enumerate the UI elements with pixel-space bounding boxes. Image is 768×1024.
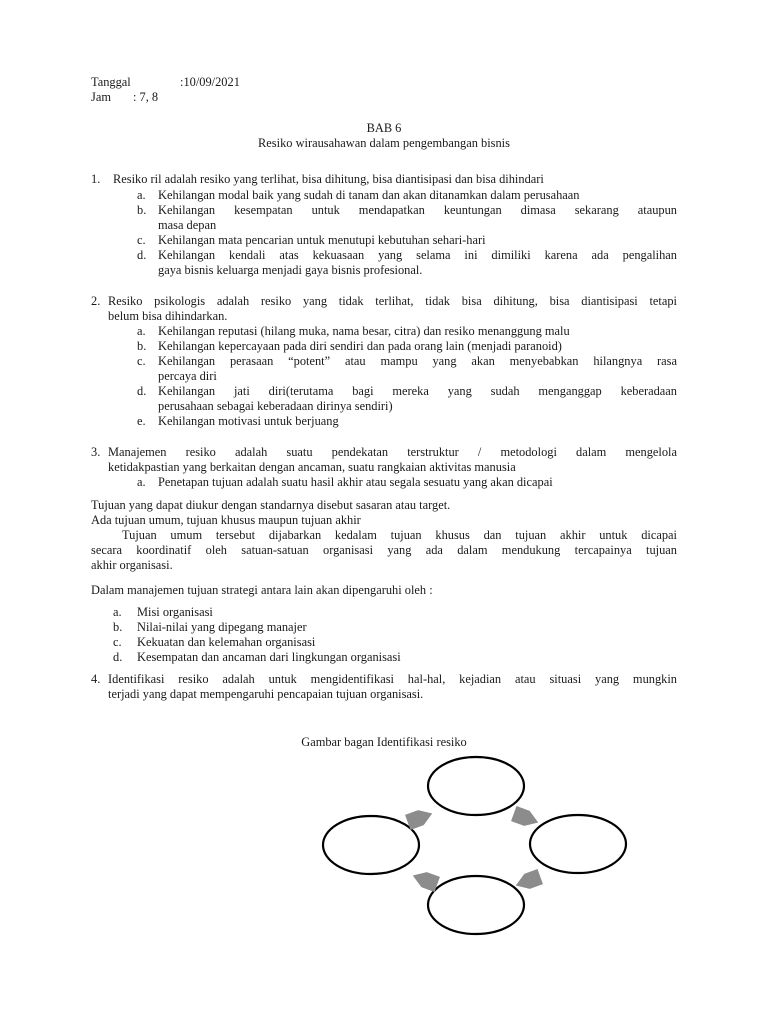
section4-number: 4.: [91, 672, 101, 686]
section2-item-a: Kehilangan reputasi (hilang muka, nama besar, citra) dan resiko menanggung malu: [158, 324, 570, 338]
section4-text: Identifikasi resiko adalah untuk mengidentifikasi hal-hal, kejadian atau situasi yang mungkin: [108, 672, 677, 686]
strategy-marker-b: b.: [113, 620, 123, 634]
chapter-title: BAB 6: [366, 121, 402, 135]
diagram-caption: Gambar bagan Identifikasi resiko: [301, 735, 467, 749]
section2-marker-a: a.: [137, 324, 146, 338]
section3-intro: Manajemen resiko adalah suatu pendekatan terstruktur / metodologi dalam mengelola: [108, 445, 677, 459]
section3-intro-cont: ketidakpastian yang berkaitan dengan ancaman, suatu rangkaian aktivitas manusia: [108, 460, 516, 474]
diagram-node-left: [323, 816, 419, 874]
section2-item-c-cont: percaya diri: [158, 369, 217, 383]
diagram-node-top: [428, 757, 524, 815]
paragraph-general-goals-cont: secara koordinatif oleh satuan-satuan organisasi yang ada dalam mendukung tercapainya tujuan: [91, 543, 677, 557]
arrow-bottom-to-left-icon: [410, 868, 440, 892]
section1-item-d-cont: gaya bisnis keluarga menjadi gaya bisnis profesional.: [158, 263, 423, 277]
section2-marker-c: c.: [137, 354, 146, 368]
paragraph-target: Tujuan yang dapat diukur dengan standarnya disebut sasaran atau target.: [91, 498, 451, 512]
section1-number: 1.: [91, 172, 101, 186]
section1-marker-a: a.: [137, 188, 146, 202]
arrow-left-to-top-icon: [405, 806, 435, 830]
paragraph-general-goals: Tujuan umum tersebut dijabarkan kedalam tujuan khusus dan tujuan akhir untuk dicapai: [122, 528, 677, 542]
strategy-marker-a: a.: [113, 605, 122, 619]
arrow-top-to-right-icon: [511, 806, 541, 830]
section1-item-b-cont: masa depan: [158, 218, 217, 232]
section3-marker-a: a.: [137, 475, 146, 489]
section1-item-d: Kehilangan kendali atas kekuasaan yang selama ini dimiliki karena ada pengalihan: [158, 248, 677, 262]
section2-number: 2.: [91, 294, 101, 308]
paragraph-goals: Ada tujuan umum, tujuan khusus maupun tujuan akhir: [91, 513, 361, 527]
strategy-marker-c: c.: [113, 635, 122, 649]
section2-intro-cont: belum bisa dihindarkan.: [108, 309, 228, 323]
diagram-node-right: [530, 815, 626, 873]
section2-marker-d: d.: [137, 384, 147, 398]
section2-item-d-cont: perusahaan sebagai keberadaan dirinya sendiri): [158, 399, 393, 413]
strategy-marker-d: d.: [113, 650, 123, 664]
section4-text-cont: terjadi yang dapat mempengaruhi pencapaian tujuan organisasi.: [108, 687, 424, 701]
strategy-item-b: Nilai-nilai yang dipegang manajer: [137, 620, 307, 634]
strategy-item-c: Kekuatan dan kelemahan organisasi: [137, 635, 316, 649]
date-value: :10/09/2021: [180, 75, 240, 89]
paragraph-strategy-intro: Dalam manajemen tujuan strategi antara lain akan dipengaruhi oleh :: [91, 583, 433, 597]
section1-item-b: Kehilangan kesempatan untuk mendapatkan keuntungan dimasa sekarang ataupun: [158, 203, 677, 217]
chapter-subtitle: Resiko wirausahawan dalam pengembangan bisnis: [258, 136, 510, 150]
section1-marker-d: d.: [137, 248, 147, 262]
section2-item-c: Kehilangan perasaan “potent” atau mampu yang akan menyebabkan hilangnya rasa: [158, 354, 677, 368]
date-label: Tanggal: [91, 75, 131, 89]
hour-value: : 7, 8: [133, 90, 159, 104]
section2-marker-b: b.: [137, 339, 147, 353]
section2-marker-e: e.: [137, 414, 146, 428]
paragraph-general-goals-end: akhir organisasi.: [91, 558, 173, 572]
section2-item-b: Kehilangan kepercayaan pada diri sendiri dan pada orang lain (menjadi paranoid): [158, 339, 562, 353]
section1-item-a: Kehilangan modal baik yang sudah di tanam dan akan ditanamkan dalam perusahaan: [158, 188, 580, 202]
section3-number: 3.: [91, 445, 101, 459]
section1-intro: Resiko ril adalah resiko yang terlihat, bisa dihitung, bisa diantisipasi dan bisa dihindari: [113, 172, 544, 186]
strategy-item-d: Kesempatan dan ancaman dari lingkungan organisasi: [137, 650, 401, 664]
section2-item-e: Kehilangan motivasi untuk berjuang: [158, 414, 339, 428]
strategy-item-a: Misi organisasi: [137, 605, 213, 619]
section1-marker-c: c.: [137, 233, 146, 247]
section2-item-d: Kehilangan jati diri(terutama bagi mereka yang sudah menganggap keberadaan: [158, 384, 677, 398]
section3-item-a: Penetapan tujuan adalah suatu hasil akhir atau segala sesuatu yang akan dicapai: [158, 475, 553, 489]
hour-label: Jam: [91, 90, 111, 104]
section1-marker-b: b.: [137, 203, 147, 217]
diagram-node-bottom: [428, 876, 524, 934]
section2-intro: Resiko psikologis adalah resiko yang tidak terlihat, tidak bisa dihitung, bisa diantisipasi tetapi: [108, 294, 677, 308]
section1-item-c: Kehilangan mata pencarian untuk menutupi kebutuhan sehari-hari: [158, 233, 486, 247]
